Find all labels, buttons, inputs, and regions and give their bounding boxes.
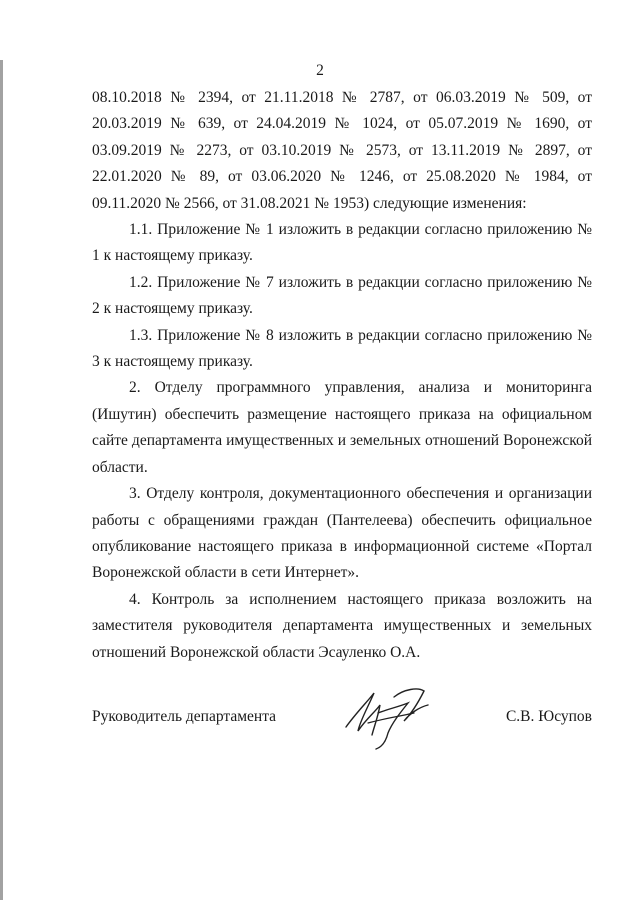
document-body	[92, 85, 592, 666]
paragraph-1-2: 1.2. Приложение № 7 изложить в редакции согласно приложению № 2 к настоящему приказу.	[92, 273, 592, 318]
paragraph-1-1: 1.1. Приложение № 1 изложить в редакции согласно приложению № 1 к настоящему приказу.	[92, 221, 592, 265]
signatory-title: Руководитель департамента	[92, 708, 277, 725]
scan-edge-mark	[0, 60, 3, 900]
signatory-name: С.В. Юсупов	[505, 708, 592, 725]
page-number: 2	[316, 62, 324, 79]
paragraph-3: 3. Отделу контроля, документационного обеспечения и организации работы с обращениями граждан (Пантелеева) обеспечить официальное опубликование настоящего приказа в информационной системе «Портал Воронежской области в сети Интернет».	[92, 485, 592, 582]
paragraph-amendments-list: 08.10.2018 № 2394, от 21.11.2018 № 2787, от 06.03.2019 № 509, от 20.03.2019 № 639, от 24.04.2019 № 1024, от 05.07.2019 № 1690, от 03.09.2019 № 2273, от 03.10.2019 № 2573, от 13.11.2019 № 2897, от 22.01.2020 № 89, от 03.06.2020 № 1246, от 25.08.2020 № 1984, от 09.11.2020 № 2566, от 31.08.2021 № 1953) следующие изменения:	[92, 89, 592, 212]
paragraph-2: 2. Отделу программного управления, анализа и мониторинга (Ишутин) обеспечить размещение настоящего приказа на официальном сайте департамента имущественных и земельных отношений Воронежской области.	[92, 379, 592, 476]
handwritten-signature	[338, 683, 433, 753]
signature-block	[92, 703, 592, 733]
paragraph-1-3: 1.3. Приложение № 8 изложить в редакции согласно приложению № 3 к настоящему приказу.	[92, 326, 592, 371]
paragraph-4: 4. Контроль за исполнением настоящего приказа возложить на заместителя руководителя департамента имущественных и земельных отношений Воронежской области Эсауленко О.А.	[92, 590, 592, 661]
